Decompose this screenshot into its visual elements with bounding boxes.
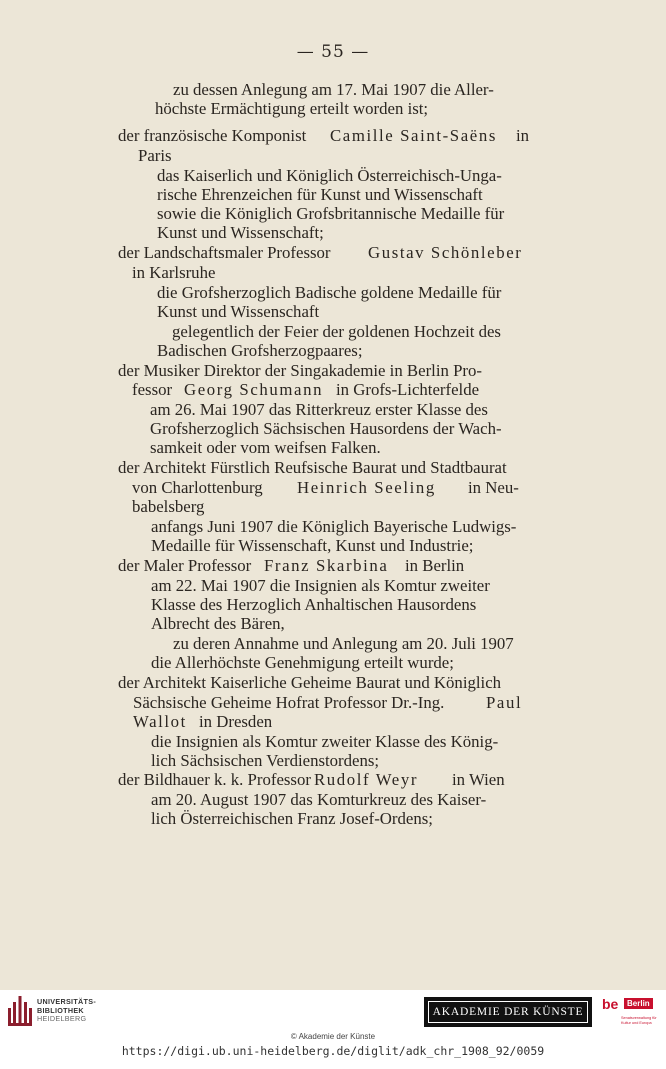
- berlin-senate-logo[interactable]: be Berlin Senatsverwaltung für Kultur und Europa: [602, 996, 657, 1025]
- text-line: in Grofs-Lichterfelde: [336, 380, 480, 399]
- text-line: am 20. August 1907 das Komturkreuz des Kaiser-: [151, 790, 487, 809]
- university-library-name[interactable]: UNIVERSITÄTS- BIBLIOTHEK HEIDELBERG: [37, 997, 97, 1024]
- text-line: von Charlottenburg: [132, 478, 263, 497]
- text-line: in: [516, 126, 530, 145]
- text-line: in Wien: [452, 770, 505, 789]
- university-library-logo-icon: [8, 996, 32, 1026]
- text-line: Albrecht des Bären,: [151, 614, 285, 633]
- text-line: zu deren Annahme und Anlegung am 20. Juli 1907: [173, 634, 514, 653]
- text-line: das Kaiserlich und Königlich Österreichisch-Unga-: [157, 166, 502, 185]
- text-line: der Architekt Fürstlich Reufsische Baurat und Stadtbaurat: [118, 458, 507, 477]
- akademie-der-kuenste-logo[interactable]: AKADEMIE DER KÜNSTE: [424, 997, 592, 1027]
- text-line: lich Sächsischen Verdienstordens;: [151, 751, 380, 770]
- text-line: rische Ehrenzeichen für Kunst und Wissenschaft: [157, 185, 483, 204]
- text-line: die Grofsherzoglich Badische goldene Medaille für: [157, 283, 502, 302]
- text-line: sowie die Königlich Grofsbritannische Medaille für: [157, 204, 505, 223]
- text-line: die Allerhöchste Genehmigung erteilt wurde;: [151, 653, 454, 672]
- text-line: am 22. Mai 1907 die Insignien als Komtur zweiter: [151, 576, 490, 595]
- text-line: gelegentlich der Feier der goldenen Hochzeit des: [172, 322, 501, 341]
- text-line: Grofsherzoglich Sächsischen Hausordens der Wach-: [150, 419, 502, 438]
- text-line: samkeit oder vom weifsen Falken.: [150, 438, 381, 457]
- person-name: Heinrich Seeling: [297, 478, 436, 497]
- text-line: Klasse des Herzoglich Anhaltischen Hausordens: [151, 595, 477, 614]
- text-line: zu dessen Anlegung am 17. Mai 1907 die Aller-: [173, 80, 494, 99]
- person-name: Wallot: [133, 712, 187, 731]
- person-name: Gustav Schönleber: [368, 243, 523, 262]
- viewer-footer: [0, 990, 666, 1069]
- person-name: Paul: [486, 693, 523, 712]
- text-line: der Maler Professor: [118, 556, 252, 575]
- text-line: die Insignien als Komtur zweiter Klasse des König-: [151, 732, 499, 751]
- text-line: Sächsische Geheime Hofrat Professor Dr.-Ing.: [133, 693, 445, 712]
- copyright-notice: © Akademie der Künste: [290, 1032, 376, 1041]
- text-line: lich Österreichischen Franz Josef-Ordens;: [151, 809, 433, 828]
- text-line: Badischen Grofsherzogpaares;: [157, 341, 363, 360]
- person-name: Camille Saint-Saëns: [330, 126, 497, 145]
- text-line: fessor: [132, 380, 173, 399]
- text-line: babelsberg: [132, 497, 205, 516]
- text-line: in Dresden: [199, 712, 273, 731]
- text-line: in Neu-: [468, 478, 519, 497]
- person-name: Georg Schumann: [184, 380, 324, 399]
- text-line: höchste Ermächtigung erteilt worden ist;: [155, 99, 429, 118]
- text-line: der Architekt Kaiserliche Geheime Baurat und Königlich: [118, 673, 502, 692]
- text-line: Kunst und Wissenschaft;: [157, 223, 324, 242]
- person-name: Rudolf Weyr: [314, 770, 419, 789]
- text-line: in Berlin: [405, 556, 465, 575]
- text-line: am 26. Mai 1907 das Ritterkreuz erster Klasse des: [150, 400, 488, 419]
- text-line: der französische Komponist: [118, 126, 307, 145]
- permalink-url[interactable]: https://digi.ub.uni-heidelberg.de/diglit/adk_chr_1908_92/0059: [121, 1044, 545, 1058]
- text-line: der Musiker Direktor der Singakademie in Berlin Pro-: [118, 361, 482, 380]
- text-line: Kunst und Wissenschaft: [157, 302, 320, 321]
- text-line: der Bildhauer k. k. Professor: [118, 770, 311, 789]
- person-name: Franz Skarbina: [264, 556, 389, 575]
- page-number: — 55 —: [296, 42, 370, 62]
- text-line: anfangs Juni 1907 die Königlich Bayerische Ludwigs-: [151, 517, 517, 536]
- text-line: Paris: [138, 146, 172, 165]
- text-line: der Landschaftsmaler Professor: [118, 243, 331, 262]
- text-line: in Karlsruhe: [132, 263, 216, 282]
- text-line: Medaille für Wissenschaft, Kunst und Industrie;: [151, 536, 474, 555]
